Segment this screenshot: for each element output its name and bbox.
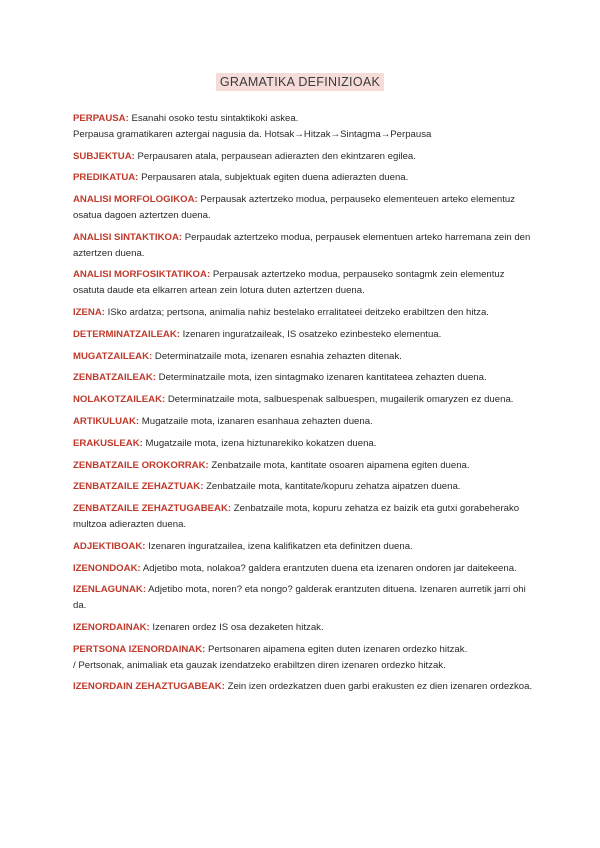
definition-term: PERPAUSA:	[73, 113, 129, 124]
definition-entry	[73, 305, 533, 321]
definition-entry	[73, 458, 533, 474]
definition-term: ARTIKULUAK:	[73, 415, 140, 427]
definition-entry	[73, 111, 533, 143]
definition-entry	[73, 149, 533, 165]
definition-text: Zein izen ordezkatzen duen garbi erakusten ez dien izenaren ordezkoa.	[227, 681, 533, 693]
definition-term: ZENBATZAILE OROKORRAK:	[73, 459, 209, 471]
definition-entry	[73, 370, 533, 386]
definition-entry	[73, 539, 533, 555]
definition-term: ANALISI SINTAKTIKOA:	[73, 231, 183, 243]
definition-term: IZENLAGUNAK:	[73, 584, 147, 596]
definition-term: DETERMINATZAILEAK:	[73, 328, 180, 340]
definition-text: Determinatzaile mota, salbuespenak salbuespen, mugailerik omaryzen ez duena.	[167, 394, 514, 406]
definition-entry	[73, 642, 533, 674]
title-block	[0, 73, 600, 91]
definition-term: IZENORDAINAK:	[73, 621, 150, 633]
definition-text: Adjetibo mota, nolakoa? galdera erantzuten duena eta izenaren ondoren jar daitekeena.	[142, 562, 517, 574]
definition-entry	[73, 267, 533, 299]
definition-term: ADJEKTIBOAK:	[73, 540, 146, 552]
definition-entry	[73, 582, 533, 614]
definition-text: Perpausak aztertzeko modua, perpauseko elementeuen arteko elementuz osatua dagoen aztertzen duena.	[73, 194, 516, 221]
definition-text: Perpausak aztertzeko modua, perpauseko sontagmk zein elementuz osatuta daude eta elkarren artean zein lotura duten aztertzen duena.	[73, 269, 505, 297]
definition-term: ZENBATZAILE ZEHAZTUGABEAK:	[73, 503, 232, 515]
definition-text: Izenaren inguratzailea, izena kalifikatzen eta definitzen duena.	[148, 540, 413, 552]
definition-term: IZENORDAIN ZEHAZTUGABEAK:	[73, 681, 225, 693]
definition-entry	[73, 436, 533, 452]
definition-term: MUGATZAILEAK:	[73, 350, 153, 362]
definition-term: ZENBATZAILE ZEHAZTUAK:	[73, 481, 204, 493]
definition-term: ANALISI MORFOLOGIKOA:	[73, 194, 198, 206]
definition-text: Izenaren inguratzaileak, IS osatzeko ezinbesteko elementua.	[182, 328, 442, 340]
definition-entry	[73, 170, 533, 186]
definition-text: Perpausaren atala, perpausean adierazten den ekintzaren egilea.	[137, 150, 416, 162]
definition-term: SUBJEKTUA:	[73, 150, 135, 162]
definition-term: IZENONDOAK:	[73, 562, 141, 574]
definition-text: Mugatzaile mota, izena hiztunarekiko kokatzen duena.	[145, 437, 377, 449]
definition-term: ZENBATZAILEAK:	[73, 372, 156, 384]
page-title: GRAMATIKA DEFINIZIOAK	[216, 73, 384, 91]
definition-text: Mugatzaile mota, izanaren esanhaua zehazten duena.	[141, 415, 373, 427]
definition-text: Pertsonaren aipamena egiten duten izenaren ordezko hitzak.	[208, 643, 468, 655]
definition-text: Perpausaren atala, subjektuak egiten duena adierazten duena.	[141, 172, 409, 184]
definition-entry	[73, 192, 533, 224]
definition-entry	[73, 392, 533, 408]
definitions-list	[73, 111, 533, 701]
definition-text: Zenbatzaile mota, kantitate osoaren aipamena egiten duena.	[211, 459, 470, 471]
definition-text: Zenbatzaile mota, kantitate/kopuru zehatza aipatzen duena.	[206, 481, 461, 493]
definition-entry	[73, 479, 533, 495]
definition-entry	[73, 679, 533, 695]
definition-text: Izenaren ordez IS osa dezaketen hitzak.	[152, 621, 324, 633]
definition-entry	[73, 414, 533, 430]
definition-entry	[73, 349, 533, 365]
definition-entry	[73, 230, 533, 262]
definition-text: Esanahi osoko testu sintaktikoki askea.	[131, 113, 299, 124]
definition-entry	[73, 327, 533, 343]
definition-entry	[73, 620, 533, 636]
definition-term: ANALISI MORFOSIKTATIKOA:	[73, 269, 211, 281]
definition-entry	[73, 501, 533, 533]
definition-term: PERTSONA IZENORDAINAK:	[73, 643, 206, 655]
definition-text: Perpausa gramatikaren aztergai nagusia da. Hotsak→Hitzak→Sintagma→Perpausa	[73, 128, 432, 140]
definition-entry	[73, 561, 533, 577]
definition-text: Perpaudak aztertzeko modua, perpausek elementuen arteko harremana zein den aztertzen duena.	[73, 231, 531, 259]
definition-term: IZENA:	[73, 306, 105, 318]
definition-term: PREDIKATUA:	[73, 172, 139, 184]
definition-text: ISko ardatza; pertsona, animalia nahiz bestelako erralitateei deitzeko erabiltzen den hitza.	[107, 306, 489, 318]
definition-text: Zenbatzaile mota, kopuru zehatza ez baizik eta gutxi gorabeherako multzoa adierazten duena.	[73, 503, 520, 530]
definition-term: NOLAKOTZAILEAK:	[73, 394, 166, 406]
definition-text: Determinatzaile mota, izenaren esnahia zehazten ditenak.	[154, 350, 402, 362]
definition-text: Determinatzaile mota, izen sintagmako izenaren kantitateea zehazten duena.	[158, 372, 487, 384]
definition-text: Adjetibo mota, noren? eta nongo? galderak erantzuten dituena. Izenaren aurretik jarri ohi da.	[73, 584, 526, 612]
definition-term: ERAKUSLEAK:	[73, 437, 143, 449]
definition-text: / Pertsonak, animaliak eta gauzak izendatzeko erabiltzen diren izenaren ordezko hitzak.	[73, 659, 446, 671]
